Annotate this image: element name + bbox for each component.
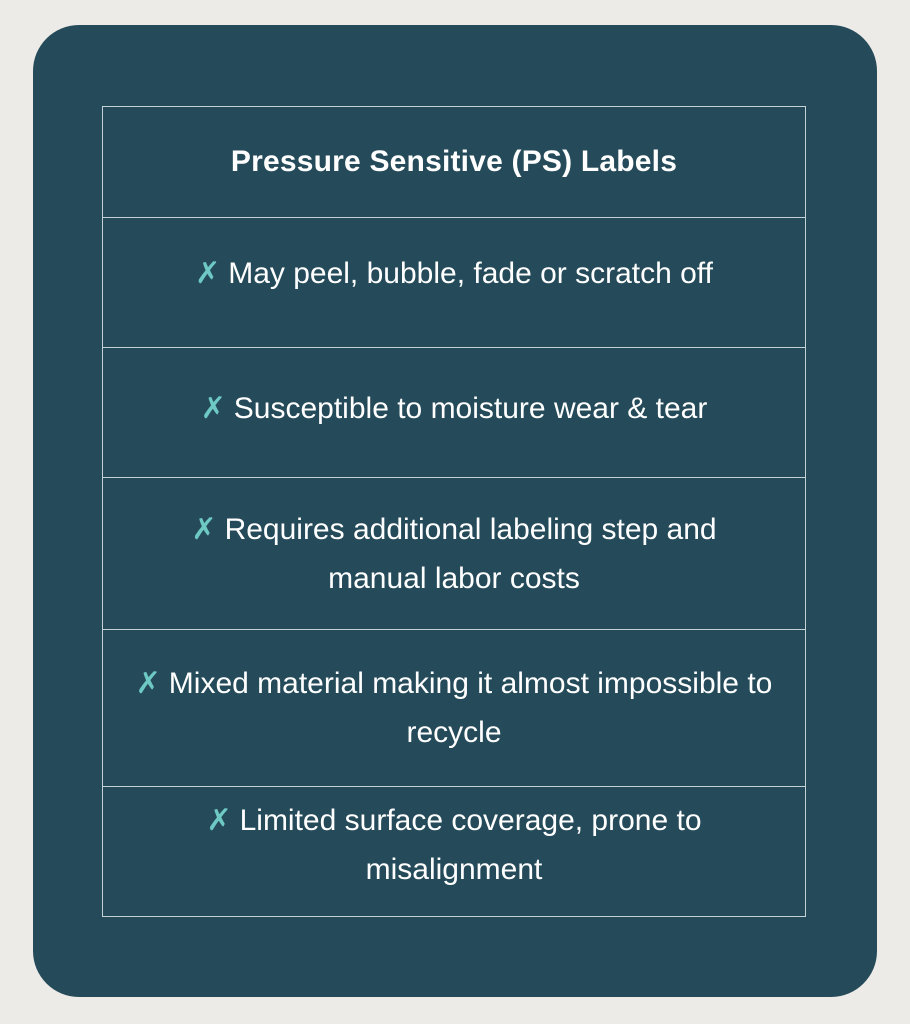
row-label: Mixed material making it almost impossible to recycle <box>168 667 773 749</box>
x-mark-icon: ✗ <box>206 803 232 837</box>
x-mark-icon: ✗ <box>195 257 221 290</box>
comparison-table <box>102 106 806 917</box>
x-mark-icon: ✗ <box>200 392 226 425</box>
row-content <box>154 505 754 603</box>
row-label: Limited surface coverage, prone to misalignment <box>239 803 702 886</box>
table-row <box>103 477 805 629</box>
row-label: May peel, bubble, fade or scratch off <box>228 257 713 290</box>
row-content <box>201 384 708 433</box>
x-mark-icon: ✗ <box>135 667 161 700</box>
table-row <box>103 629 805 786</box>
row-label: Requires additional labeling step and manual labor costs <box>224 512 717 595</box>
row-content <box>195 249 713 298</box>
table-header <box>103 107 805 217</box>
x-mark-icon: ✗ <box>191 512 217 546</box>
row-content <box>174 796 734 894</box>
table-row <box>103 217 805 347</box>
row-label: Susceptible to moisture wear & tear <box>233 392 708 425</box>
card <box>33 25 877 997</box>
table-title: Pressure Sensitive (PS) Labels <box>230 145 678 178</box>
table-row <box>103 786 805 916</box>
table-row <box>103 347 805 477</box>
row-content <box>117 659 791 757</box>
